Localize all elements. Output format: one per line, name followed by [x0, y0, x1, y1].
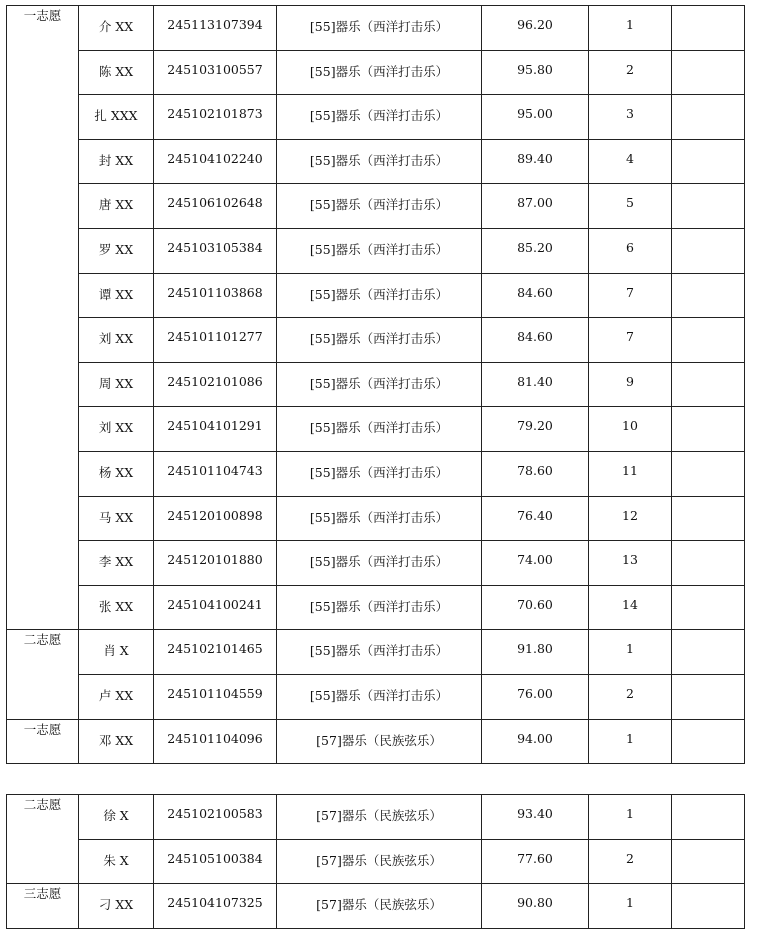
score-cell	[482, 496, 589, 541]
blank-cell	[672, 674, 745, 719]
table-row	[7, 50, 745, 95]
id-cell	[154, 884, 277, 929]
subject-cell	[277, 362, 482, 407]
name-cell	[79, 184, 154, 229]
id-cell-text: 245103105384	[167, 239, 263, 255]
id-cell	[154, 630, 277, 675]
blank-cell	[672, 318, 745, 363]
subject-cell	[277, 451, 482, 496]
blank-cell	[672, 585, 745, 630]
blank-cell	[672, 496, 745, 541]
rank-cell	[589, 630, 672, 675]
volunteer-cell: 二志愿	[7, 795, 79, 884]
score-cell-text: 90.80	[517, 895, 553, 911]
name-cell	[79, 95, 154, 140]
score-cell	[482, 95, 589, 140]
id-cell-text: 245105100384	[167, 850, 263, 866]
blank-cell	[672, 630, 745, 675]
table-row	[7, 541, 745, 586]
score-cell	[482, 795, 589, 840]
subject-cell-text: [55]器乐（西洋打击乐）	[309, 19, 449, 34]
score-cell	[482, 839, 589, 884]
subject-cell-text: [55]器乐（西洋打击乐）	[309, 63, 449, 79]
id-cell-text: 245113107394	[167, 17, 263, 32]
rank-cell-text: 9	[626, 373, 634, 389]
id-cell	[154, 318, 277, 363]
score-cell-text: 79.20	[517, 418, 553, 434]
score-cell	[482, 362, 589, 407]
rank-cell-text: 1	[626, 641, 634, 657]
table-row	[7, 585, 745, 630]
name-cell	[79, 884, 154, 929]
blank-cell	[672, 541, 745, 586]
name-cell-text: 封 XX	[98, 152, 134, 168]
name-cell-text: 刘 XX	[98, 420, 134, 436]
rank-cell	[589, 50, 672, 95]
volunteer-cell: 三志愿	[7, 884, 79, 929]
subject-cell-text: [57]器乐（民族弦乐）	[316, 732, 442, 748]
subject-cell	[277, 407, 482, 452]
id-cell-text: 245102100583	[167, 806, 263, 821]
subject-cell	[277, 228, 482, 273]
subject-cell	[277, 273, 482, 318]
id-cell-text: 245102101086	[167, 373, 263, 389]
score-cell-text: 94.00	[517, 730, 553, 746]
table-row	[7, 95, 745, 140]
id-cell-text: 245101101277	[167, 329, 263, 345]
score-cell-text: 95.80	[517, 61, 553, 77]
score-cell	[482, 585, 589, 630]
blank-cell	[672, 273, 745, 318]
name-cell	[79, 719, 154, 764]
score-cell-text: 96.20	[517, 17, 553, 32]
subject-cell	[277, 795, 482, 840]
id-cell	[154, 184, 277, 229]
name-cell-text: 卢 XX	[98, 687, 134, 703]
table-row	[7, 839, 745, 884]
id-cell-text: 245104102240	[167, 150, 263, 166]
rank-cell-text: 3	[626, 106, 634, 122]
blank-cell	[672, 6, 745, 51]
name-cell-text: 周 XX	[98, 375, 134, 391]
rank-cell-text: 1	[626, 895, 634, 911]
subject-cell	[277, 674, 482, 719]
name-cell	[79, 139, 154, 184]
volunteer-cell: 一志愿	[7, 6, 79, 630]
volunteer-cell: 二志愿	[7, 630, 79, 719]
score-cell-text: 85.20	[517, 239, 553, 255]
id-cell	[154, 50, 277, 95]
rank-cell-text: 12	[622, 507, 638, 523]
table-row	[7, 273, 745, 318]
score-cell	[482, 139, 589, 184]
name-cell	[79, 541, 154, 586]
subject-cell	[277, 884, 482, 929]
name-cell	[79, 795, 154, 840]
subject-cell-text: [55]器乐（西洋打击乐）	[309, 197, 449, 213]
subject-cell	[277, 541, 482, 586]
name-cell-text: 李 XX	[98, 554, 134, 570]
rank-cell	[589, 228, 672, 273]
subject-cell-text: [55]器乐（西洋打击乐）	[309, 286, 449, 302]
rank-cell	[589, 318, 672, 363]
subject-cell	[277, 719, 482, 764]
subject-cell	[277, 630, 482, 675]
name-cell-text: 马 XX	[98, 509, 134, 525]
id-cell	[154, 451, 277, 496]
table-row	[7, 451, 745, 496]
score-cell	[482, 451, 589, 496]
name-cell-text: 谭 XX	[98, 286, 134, 302]
score-cell	[482, 318, 589, 363]
rank-cell	[589, 184, 672, 229]
rank-cell	[589, 95, 672, 140]
id-cell	[154, 95, 277, 140]
rank-cell-text: 5	[626, 195, 634, 211]
subject-cell-text: [55]器乐（西洋打击乐）	[309, 375, 449, 391]
rank-cell-text: 11	[622, 462, 638, 478]
name-cell-text: 徐 X	[103, 808, 129, 823]
name-cell	[79, 585, 154, 630]
blank-cell	[672, 362, 745, 407]
name-cell-text: 肖 X	[103, 643, 129, 659]
table-body	[7, 795, 745, 929]
id-cell-text: 245102101873	[167, 106, 263, 122]
blank-cell	[672, 139, 745, 184]
id-cell-text: 245102101465	[167, 641, 263, 657]
rank-cell	[589, 839, 672, 884]
subject-cell	[277, 50, 482, 95]
rank-cell-text: 7	[626, 284, 634, 300]
id-cell	[154, 6, 277, 51]
rank-cell	[589, 585, 672, 630]
name-cell	[79, 318, 154, 363]
subject-cell-text: [55]器乐（西洋打击乐）	[309, 464, 449, 480]
subject-cell-text: [55]器乐（西洋打击乐）	[309, 687, 449, 703]
subject-cell-text: [57]器乐（民族弦乐）	[316, 897, 442, 913]
rank-cell	[589, 362, 672, 407]
rank-cell-text: 6	[626, 239, 634, 255]
blank-cell	[672, 50, 745, 95]
rank-cell	[589, 139, 672, 184]
id-cell	[154, 496, 277, 541]
id-cell	[154, 273, 277, 318]
results-table-2	[6, 794, 745, 929]
rank-cell	[589, 541, 672, 586]
id-cell	[154, 585, 277, 630]
rank-cell-text: 2	[626, 685, 634, 701]
rank-cell	[589, 884, 672, 929]
score-cell-text: 93.40	[517, 806, 553, 821]
table-row	[7, 318, 745, 363]
subject-cell-text: [55]器乐（西洋打击乐）	[309, 509, 449, 525]
table-row	[7, 884, 745, 929]
rank-cell-text: 1	[626, 730, 634, 746]
subject-cell	[277, 318, 482, 363]
table-body	[7, 6, 745, 764]
name-cell-text: 唐 XX	[98, 197, 134, 213]
id-cell-text: 245104100241	[167, 596, 263, 612]
subject-cell-text: [55]器乐（西洋打击乐）	[309, 331, 449, 347]
rank-cell	[589, 451, 672, 496]
score-cell-text: 91.80	[517, 641, 553, 657]
subject-cell-text: [55]器乐（西洋打击乐）	[309, 554, 449, 570]
id-cell	[154, 139, 277, 184]
score-cell-text: 81.40	[517, 373, 553, 389]
score-cell-text: 70.60	[517, 596, 553, 612]
rank-cell	[589, 407, 672, 452]
subject-cell-text: [55]器乐（西洋打击乐）	[309, 420, 449, 436]
score-cell	[482, 273, 589, 318]
id-cell-text: 245120101880	[167, 552, 263, 568]
name-cell-text: 刘 XX	[98, 331, 134, 347]
table-row	[7, 795, 745, 840]
score-cell-text: 74.00	[517, 552, 553, 568]
name-cell	[79, 451, 154, 496]
score-cell-text: 95.00	[517, 106, 553, 122]
name-cell	[79, 630, 154, 675]
subject-cell-text: [55]器乐（西洋打击乐）	[309, 108, 449, 124]
rank-cell	[589, 795, 672, 840]
name-cell-text: 罗 XX	[98, 241, 134, 257]
blank-cell	[672, 884, 745, 929]
name-cell-text: 朱 X	[103, 852, 129, 868]
blank-cell	[672, 228, 745, 273]
table-row	[7, 362, 745, 407]
subject-cell-text: [55]器乐（西洋打击乐）	[309, 241, 449, 257]
name-cell	[79, 50, 154, 95]
score-cell	[482, 6, 589, 51]
name-cell-text: 刁 XX	[98, 897, 134, 913]
rank-cell	[589, 273, 672, 318]
rank-cell-text: 13	[622, 552, 638, 568]
score-cell	[482, 184, 589, 229]
table-row	[7, 407, 745, 452]
id-cell	[154, 541, 277, 586]
blank-cell	[672, 451, 745, 496]
score-cell-text: 87.00	[517, 195, 553, 211]
rank-cell-text: 7	[626, 329, 634, 345]
subject-cell	[277, 839, 482, 884]
score-cell	[482, 630, 589, 675]
id-cell	[154, 719, 277, 764]
rank-cell	[589, 6, 672, 51]
id-cell	[154, 362, 277, 407]
id-cell	[154, 795, 277, 840]
volunteer-cell: 一志愿	[7, 719, 79, 764]
name-cell	[79, 273, 154, 318]
id-cell-text: 245104101291	[167, 418, 263, 434]
name-cell	[79, 228, 154, 273]
subject-cell-text: [57]器乐（民族弦乐）	[316, 852, 442, 868]
rank-cell	[589, 674, 672, 719]
table-row	[7, 496, 745, 541]
score-cell	[482, 541, 589, 586]
subject-cell	[277, 139, 482, 184]
id-cell-text: 245101104743	[167, 462, 263, 478]
blank-cell	[672, 839, 745, 884]
id-cell	[154, 839, 277, 884]
rank-cell	[589, 496, 672, 541]
id-cell-text: 245104107325	[167, 895, 263, 911]
id-cell	[154, 228, 277, 273]
name-cell-text: 张 XX	[98, 598, 134, 614]
id-cell	[154, 674, 277, 719]
id-cell-text: 245101103868	[167, 284, 263, 300]
blank-cell	[672, 407, 745, 452]
blank-cell	[672, 95, 745, 140]
name-cell-text: 杨 XX	[98, 464, 134, 480]
blank-cell	[672, 795, 745, 840]
subject-cell-text: [55]器乐（西洋打击乐）	[309, 598, 449, 614]
id-cell-text: 245101104096	[167, 730, 263, 746]
name-cell	[79, 407, 154, 452]
score-cell-text: 76.00	[517, 685, 553, 701]
table-row	[7, 228, 745, 273]
rank-cell-text: 4	[626, 150, 634, 166]
subject-cell	[277, 184, 482, 229]
id-cell	[154, 407, 277, 452]
score-cell-text: 78.60	[517, 462, 553, 478]
name-cell	[79, 362, 154, 407]
rank-cell-text: 1	[626, 806, 634, 821]
score-cell-text: 84.60	[517, 329, 553, 345]
table-row	[7, 139, 745, 184]
name-cell-text: 介 XX	[98, 19, 134, 34]
name-cell-text: 邓 XX	[98, 732, 134, 748]
score-cell-text: 77.60	[517, 850, 553, 866]
score-cell	[482, 719, 589, 764]
subject-cell-text: [55]器乐（西洋打击乐）	[309, 152, 449, 168]
rank-cell	[589, 719, 672, 764]
score-cell	[482, 674, 589, 719]
id-cell-text: 245103100557	[167, 61, 263, 77]
score-cell-text: 89.40	[517, 150, 553, 166]
subject-cell	[277, 496, 482, 541]
table-row	[7, 719, 745, 764]
score-cell-text: 76.40	[517, 507, 553, 523]
table-row	[7, 6, 745, 51]
table-row	[7, 184, 745, 229]
name-cell	[79, 674, 154, 719]
id-cell-text: 245120100898	[167, 507, 263, 523]
subject-cell	[277, 6, 482, 51]
name-cell-text: 陈 XX	[98, 63, 134, 79]
subject-cell	[277, 95, 482, 140]
name-cell	[79, 6, 154, 51]
blank-cell	[672, 719, 745, 764]
id-cell-text: 245106102648	[167, 195, 263, 211]
score-cell	[482, 884, 589, 929]
score-cell	[482, 407, 589, 452]
score-cell	[482, 228, 589, 273]
rank-cell-text: 1	[626, 17, 634, 32]
rank-cell-text: 2	[626, 61, 634, 77]
rank-cell-text: 14	[622, 596, 638, 612]
name-cell	[79, 839, 154, 884]
rank-cell-text: 10	[622, 418, 638, 434]
results-table-1	[6, 5, 745, 764]
table-row	[7, 674, 745, 719]
name-cell	[79, 496, 154, 541]
id-cell-text: 245101104559	[167, 685, 263, 701]
blank-cell	[672, 184, 745, 229]
subject-cell	[277, 585, 482, 630]
name-cell-text: 扎 XXX	[94, 108, 138, 124]
rank-cell-text: 2	[626, 850, 634, 866]
score-cell	[482, 50, 589, 95]
subject-cell-text: [55]器乐（西洋打击乐）	[309, 643, 449, 659]
table-row	[7, 630, 745, 675]
score-cell-text: 84.60	[517, 284, 553, 300]
subject-cell-text: [57]器乐（民族弦乐）	[316, 808, 442, 823]
